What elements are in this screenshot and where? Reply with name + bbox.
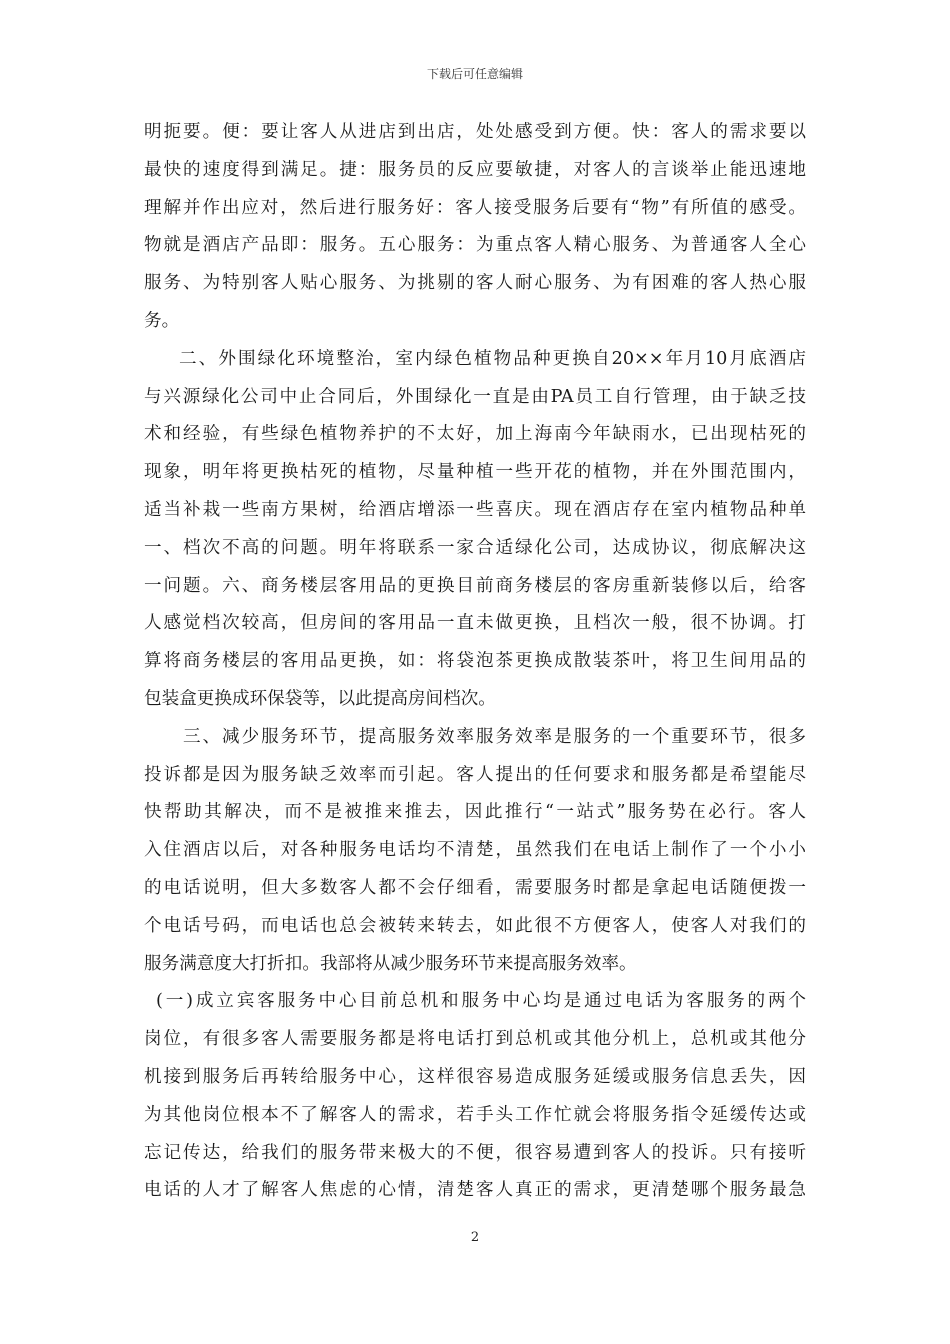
body-line: 忘记传达，给我们的服务带来极大的不便，很容易遭到客人的投诉。只有接听 (144, 1142, 806, 1163)
body-line: 物就是酒店产品即：服务。五心服务：为重点客人精心服务、为普通客人全心 (144, 235, 806, 256)
body-line: 务。 (144, 310, 180, 331)
body-line: 现象，明年将更换枯死的植物，尽量种植一些开花的植物，并在外围范围内， (144, 462, 806, 483)
paragraph-start-line: 二、外围绿化环境整治，室内绿色植物品种更换自20××年月10月底酒店 (179, 348, 806, 369)
body-line: 与兴源绿化公司中止合同后，外围绿化一直是由PA员工自行管理，由于缺乏技 (144, 386, 806, 407)
body-line: 适当补栽一些南方果树，给酒店增添一些喜庆。现在酒店存在室内植物品种单 (144, 499, 806, 520)
body-line: 快帮助其解决，而不是被推来推去，因此推行“一站式”服务势在必行。客人 (144, 802, 806, 823)
body-line: 机接到服务后再转给服务中心，这样很容易造成服务延缓或服务信息丢失，因 (144, 1066, 806, 1087)
body-line: 最快的速度得到满足。捷：服务员的反应要敏捷，对客人的言谈举止能迅速地 (144, 159, 806, 180)
body-line: 电话的人才了解客人焦虑的心情，清楚客人真正的需求，更清楚哪个服务最急 (144, 1180, 806, 1201)
body-line: 理解并作出应对，然后进行服务好：客人接受服务后要有“物”有所值的感受。 (144, 197, 806, 218)
paragraph-start-line: 三、减少服务环节，提高服务效率服务效率是服务的一个重要环节，很多 (183, 726, 806, 747)
body-line: 包装盒更换成环保袋等，以此提高房间档次。 (144, 688, 496, 709)
body-line: 服务、为特别客人贴心服务、为挑剔的客人耐心服务、为有困难的客人热心服 (144, 273, 806, 294)
body-line: 入住酒店以后，对各种服务电话均不清楚，虽然我们在电话上制作了一个小小 (144, 840, 806, 861)
body-line: 服务满意度大打折扣。我部将从减少服务环节来提高服务效率。 (144, 953, 637, 974)
body-line: 为其他岗位根本不了解客人的需求，若手头工作忙就会将服务指令延缓传达或 (144, 1104, 806, 1125)
body-line: 术和经验，有些绿色植物养护的不太好，加上海南今年缺雨水，已出现枯死的 (144, 424, 806, 445)
paragraph-start-line: (一)成立宾客服务中心目前总机和服务中心均是通过电话为客服务的两个 (156, 991, 806, 1012)
body-line: 人感觉档次较高，但房间的客用品一直未做更换，且档次一般，很不协调。打 (144, 613, 806, 634)
body-line: 一问题。六、商务楼层客用品的更换目前商务楼层的客房重新装修以后，给客 (144, 575, 806, 596)
document-body (144, 114, 806, 1210)
page-header: 下载后可任意编辑 (426, 67, 523, 81)
body-line: 个电话号码，而电话也总会被转来转去，如此很不方便客人，使客人对我们的 (144, 915, 806, 936)
body-line: 投诉都是因为服务缺乏效率而引起。客人提出的任何要求和服务都是希望能尽 (144, 764, 806, 785)
page-number: 2 (470, 1230, 480, 1245)
body-line: 明扼要。便：要让客人从进店到出店，处处感受到方便。快：客人的需求要以 (144, 122, 806, 142)
body-line: 算将商务楼层的客用品更换，如：将袋泡茶更换成散装茶叶，将卫生间用品的 (144, 651, 806, 672)
body-line: 一、档次不高的问题。明年将联系一家合适绿化公司，达成协议，彻底解决这 (144, 537, 806, 558)
body-line: 的电话说明，但大多数客人都不会仔细看，需要服务时都是拿起电话随便拨一 (144, 877, 806, 898)
body-line: 岗位，有很多客人需要服务都是将电话打到总机或其他分机上，总机或其他分 (144, 1029, 806, 1050)
